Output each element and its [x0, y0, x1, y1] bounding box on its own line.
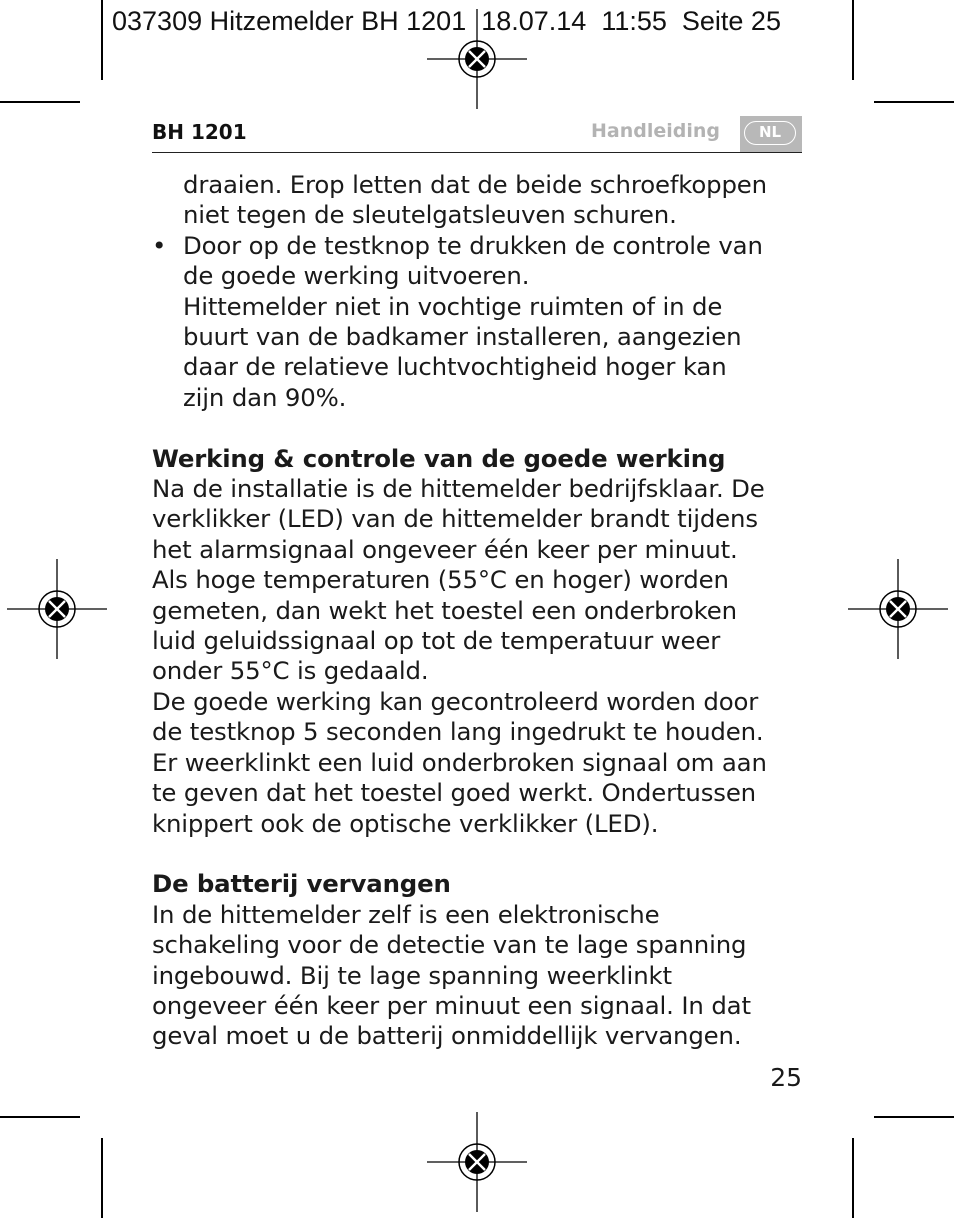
language-badge: NL [744, 121, 796, 145]
paragraph-gap [152, 413, 822, 443]
print-slug: 037309 Hitzemelder BH 1201 18.07.14 11:55 Seite 25 [112, 6, 781, 36]
continuation-text [152, 170, 822, 231]
text-line: het alarmsignaal ongeveer één keer per minuut. [152, 534, 738, 564]
text-line: knippert ook de optische verklikker (LED). [152, 808, 659, 838]
page-body [152, 170, 822, 1052]
text-line: Hittemelder niet in vochtige ruimten of in de [183, 291, 723, 321]
text-line: Er weerklinkt een luid onderbroken signaal om aan [152, 747, 767, 777]
text-line: de testknop 5 seconden lang ingedrukt te houden. [152, 717, 764, 747]
text-line: schakeling voor de detectie van te lage spanning [152, 930, 747, 960]
text-line: Als hoge temperaturen (55°C en hoger) worden [152, 565, 729, 595]
model-name: BH 1201 [152, 120, 247, 144]
section-heading: Werking & controle van de goede werking [152, 443, 726, 473]
paragraph-gap [152, 839, 822, 869]
crop-mark-top-right-horizontal [874, 101, 954, 103]
text-line: Door op de testknop te drukken de controle van [183, 230, 763, 260]
section-operation [152, 444, 822, 839]
text-line: draaien. Erop letten dat de beide schroefkoppen [183, 170, 767, 199]
text-line: buurt van de badkamer installeren, aangezien [183, 322, 742, 352]
text-line: Na de installatie is de hittemelder bedrijfsklaar. De [152, 474, 765, 504]
text-line: daar de relatieve luchtvochtigheid hoger kan [183, 352, 727, 382]
crop-mark-bottom-left-horizontal [0, 1116, 80, 1118]
text-line: ingebouwd. Bij te lage spanning weerklinkt [152, 960, 672, 990]
text-line: te geven dat het toestel goed werkt. Ondertussen [152, 778, 756, 808]
text-line: verklikker (LED) van de hittemelder brandt tijdens [152, 504, 758, 534]
text-line: ongeveer één keer per minuut een signaal. In dat [152, 990, 751, 1020]
registration-mark-left-icon [7, 559, 107, 659]
text-line: onder 55°C is gedaald. [152, 656, 429, 686]
bullet-item [152, 231, 822, 413]
crop-mark-top-left-horizontal [0, 101, 80, 103]
text-line: geval moet u de batterij onmiddellijk vervangen. [152, 1021, 742, 1051]
registration-mark-bottom-icon [427, 1112, 527, 1212]
bullet-icon: • [152, 230, 167, 260]
text-line: niet tegen de sleutelgatsleuven schuren. [183, 200, 677, 230]
text-line: luid geluidssignaal op tot de temperatuur weer [152, 626, 721, 656]
section-battery [152, 869, 822, 1051]
language-tab [740, 116, 802, 152]
document-label: Handleiding [590, 120, 720, 142]
text-line: De goede werking kan gecontroleerd worden door [152, 686, 759, 716]
text-line: In de hittemelder zelf is een elektronische [152, 899, 660, 929]
registration-mark-top-icon [427, 9, 527, 109]
page-number: 25 [770, 1063, 802, 1092]
registration-mark-right-icon [848, 559, 948, 659]
section-heading: De batterij vervangen [152, 869, 451, 899]
page-header [152, 116, 802, 153]
text-line: gemeten, dan wekt het toestel een onderbroken [152, 595, 737, 625]
text-line: de goede werking uitvoeren. [183, 261, 530, 291]
crop-mark-top-left-vertical [101, 0, 103, 80]
crop-mark-top-right-vertical [852, 0, 854, 80]
crop-mark-bottom-right-horizontal [874, 1116, 954, 1118]
crop-mark-bottom-left-vertical [101, 1138, 103, 1218]
text-line: zijn dan 90%. [183, 382, 347, 412]
crop-mark-bottom-right-vertical [852, 1138, 854, 1218]
